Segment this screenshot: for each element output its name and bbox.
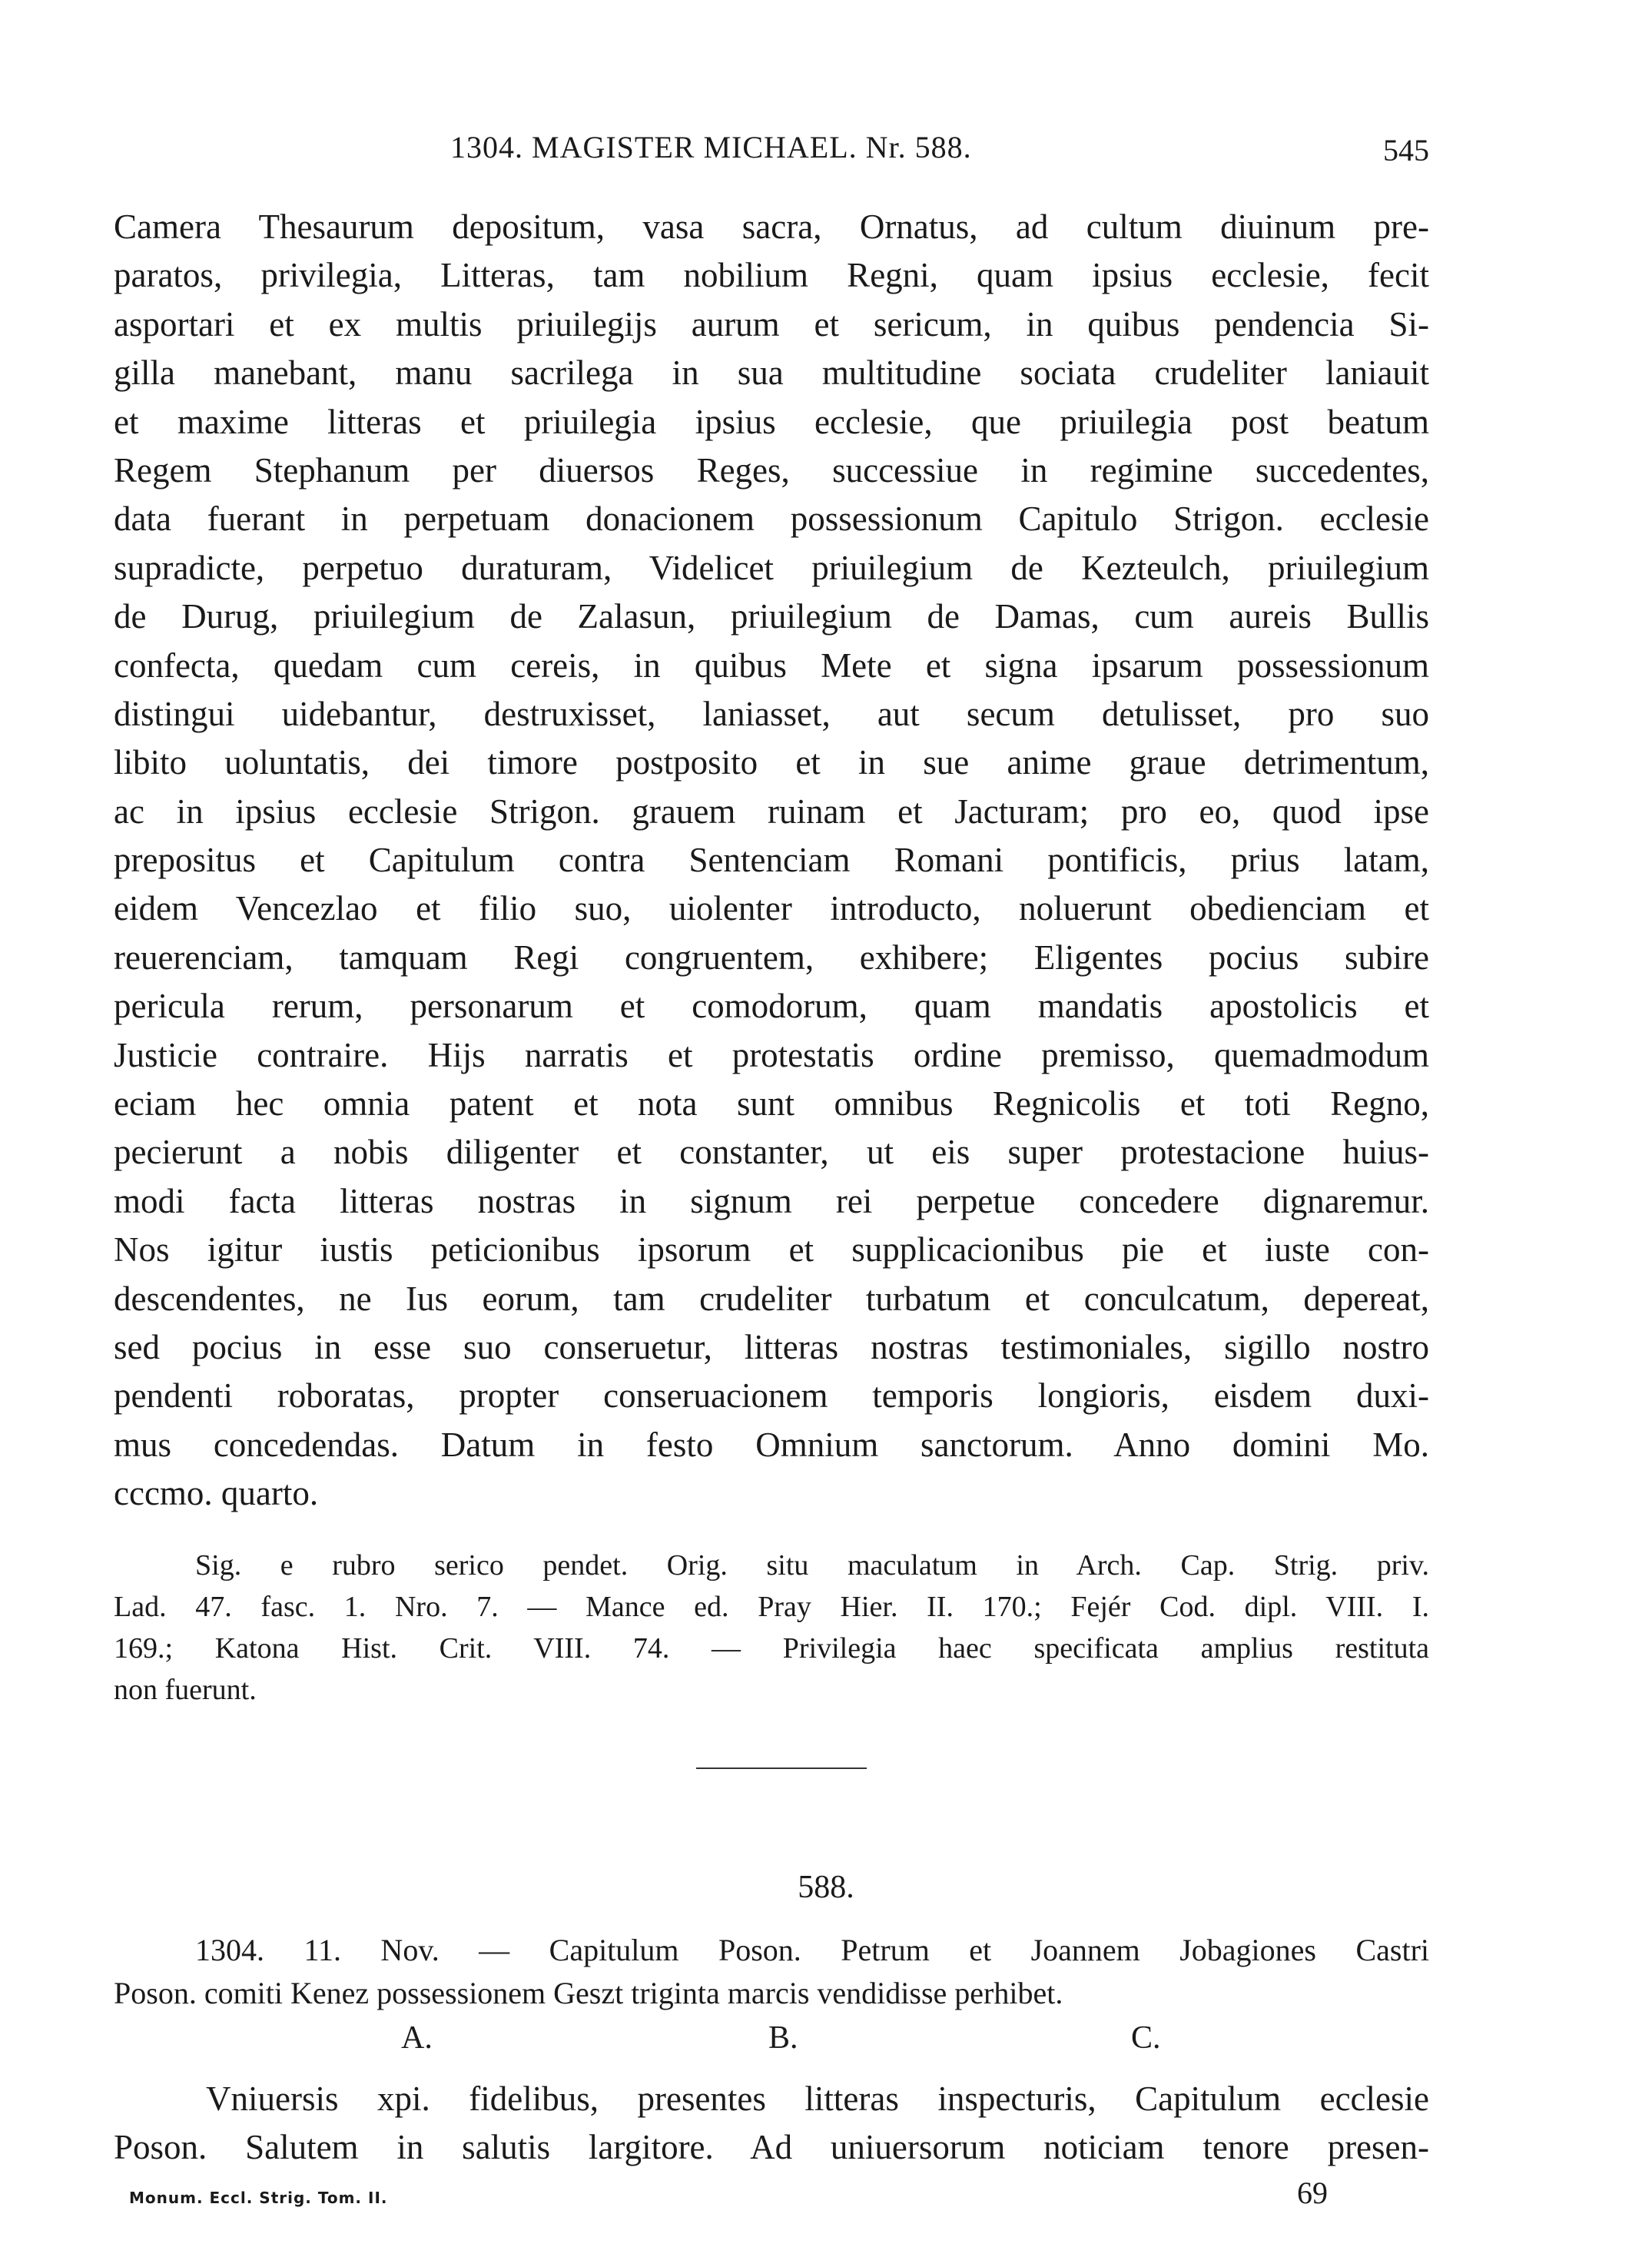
sheet-number: 69 <box>1297 2176 1328 2210</box>
text-line: Nos igitur iustis peticionibus ipsorum et supplicacionibus pie et iuste con- <box>114 1230 1429 1270</box>
text-line: cccmo. quarto. <box>114 1474 319 1513</box>
note-line: Sig. e rubro serico pendet. Orig. situ maculatum in Arch. Cap. Strig. priv. <box>195 1549 1429 1582</box>
text-line: et maxime litteras et priuilegia ipsius ecclesie, que priuilegia post beatum <box>114 402 1429 441</box>
regest-line: Poson. comiti Kenez possessionem Geszt triginta marcis vendidisse perhibet. <box>114 1976 1063 2010</box>
text-line: Regem Stephanum per diuersos Reges, successiue in regimine succedentes, <box>114 450 1429 490</box>
text-line: pendenti roboratas, propter conseruacionem temporis longioris, eisdem duxi- <box>114 1376 1429 1416</box>
text-line: eciam hec omnia patent et nota sunt omnibus Regnicolis et toti Regno, <box>114 1084 1429 1124</box>
regest-line: 1304. 11. Nov. — Capitulum Poson. Petrum et Joannem Jobagiones Castri <box>195 1933 1429 1967</box>
section-divider <box>696 1767 867 1769</box>
running-head: 1304. MAGISTER MICHAEL. Nr. 588. <box>450 130 972 164</box>
note-line: non fuerunt. <box>114 1674 257 1706</box>
printer-signature: Monum. Eccl. Strig. Tom. II. <box>129 2189 388 2207</box>
regest <box>114 1929 1429 2015</box>
text-line: pecierunt a nobis diligenter et constanter, ut eis super protestacione huius- <box>114 1133 1429 1172</box>
variant-b: B. <box>768 2020 798 2056</box>
text-line: pericula rerum, personarum et comodorum, quam mandatis apostolicis et <box>114 987 1429 1026</box>
note-line: Lad. 47. fasc. 1. Nro. 7. — Mance ed. Pray Hier. II. 170.; Fejér Cod. dipl. VIII. I. <box>114 1591 1429 1623</box>
source-note <box>114 1545 1429 1711</box>
incipit-line: Vniuersis xpi. fidelibus, presentes litteras inspecturis, Capitulum ecclesie <box>206 2079 1429 2118</box>
text-line: Camera Thesaurum depositum, vasa sacra, Ornatus, ad cultum diuinum pre- <box>114 207 1429 246</box>
text-line: data fuerant in perpetuam donacionem possessionum Capitulo Strigon. ecclesie <box>114 500 1429 539</box>
text-line: asportari et ex multis priuilegijs aurum et sericum, in quibus pendencia Si- <box>114 304 1429 344</box>
note-line: 169.; Katona Hist. Crit. VIII. 74. — Privilegia haec specificata amplius restituta <box>114 1632 1429 1665</box>
text-line: supradicte, perpetuo duraturam, Videlicet priuilegium de Kezteulch, priuilegium <box>114 548 1429 587</box>
text-line: eidem Vencezlao et filio suo, uiolenter introducto, noluerunt obedienciam et <box>114 889 1429 928</box>
text-line: de Durug, priuilegium de Zalasun, priuilegium de Damas, cum aureis Bullis <box>114 597 1429 636</box>
variant-a: A. <box>401 2020 433 2056</box>
text-line: Justicie contraire. Hijs narratis et protestatis ordine premisso, quemadmodum <box>114 1035 1429 1074</box>
text-line: ac in ipsius ecclesie Strigon. grauem ruinam et Jacturam; pro eo, quod ipse <box>114 792 1429 831</box>
text-line: paratos, privilegia, Litteras, tam nobilium Regni, quam ipsius ecclesie, fecit <box>114 256 1429 295</box>
main-text-block <box>114 203 1429 1519</box>
page-number: 545 <box>1383 133 1429 168</box>
variant-c: C. <box>1131 2020 1161 2056</box>
text-line: modi facta litteras nostras in signum rei perpetue concedere dignaremur. <box>114 1181 1429 1220</box>
text-line: gilla manebant, manu sacrilega in sua multitudine sociata crudeliter laniauit <box>114 353 1429 393</box>
incipit-text <box>114 2075 1429 2172</box>
document-number: 588. <box>798 1870 854 1905</box>
text-line: descendentes, ne Ius eorum, tam crudeliter turbatum et conculcatum, depereat, <box>114 1279 1429 1318</box>
text-line: prepositus et Capitulum contra Sentenciam Romani pontificis, prius latam, <box>114 841 1429 880</box>
text-line: sed pocius in esse suo conseruetur, litteras nostras testimoniales, sigillo nostro <box>114 1327 1429 1366</box>
text-line: reuerenciam, tamquam Regi congruentem, exhibere; Eligentes pocius subire <box>114 938 1429 977</box>
text-line: libito uoluntatis, dei timore postposito et in sue anime graue detrimentum, <box>114 743 1429 782</box>
incipit-line: Poson. Salutem in salutis largitore. Ad uniuersorum noticiam tenore presen- <box>114 2128 1429 2166</box>
text-line: confecta, quedam cum cereis, in quibus Mete et signa ipsarum possessionum <box>114 646 1429 685</box>
text-line: mus concedendas. Datum in festo Omnium sanctorum. Anno domini Mo. <box>114 1425 1429 1464</box>
text-line: distingui uidebantur, destruxisset, laniasset, aut secum detulisset, pro suo <box>114 694 1429 733</box>
